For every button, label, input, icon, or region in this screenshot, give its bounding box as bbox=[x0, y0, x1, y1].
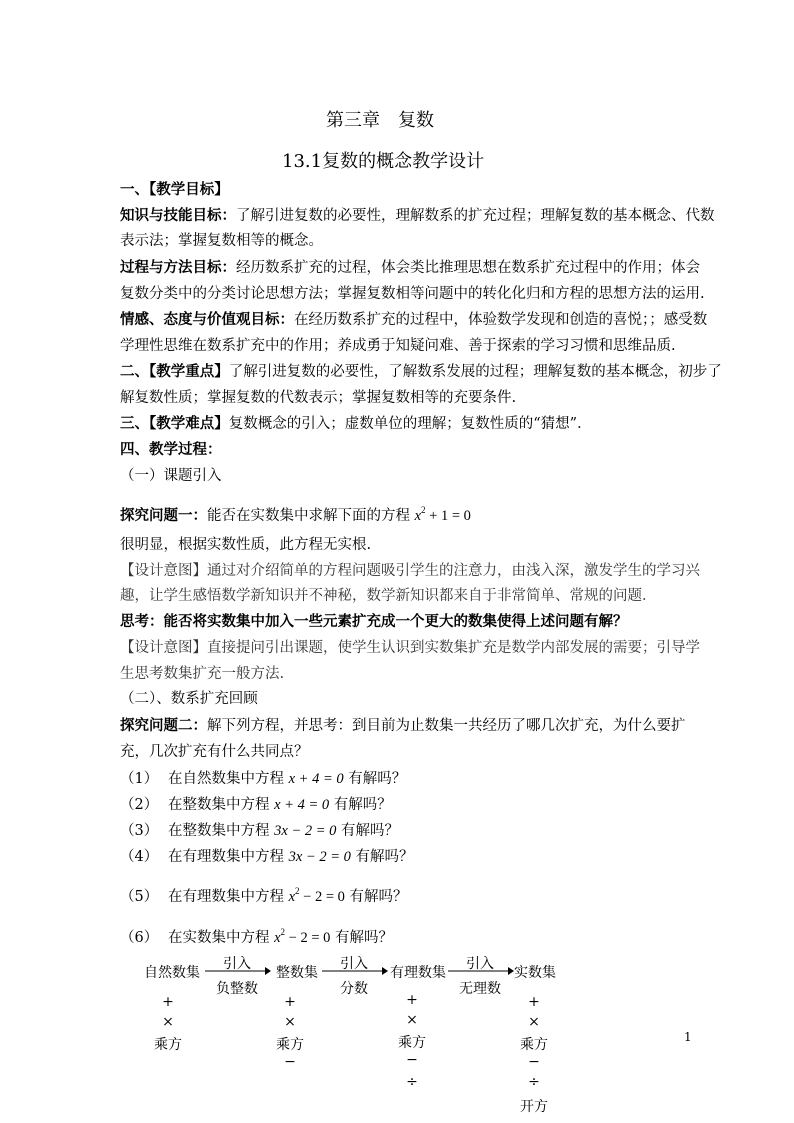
op-integer: 乘方 bbox=[276, 1037, 304, 1053]
op-rational: 乘方 bbox=[398, 1035, 426, 1051]
arrow-1 bbox=[205, 966, 271, 976]
question-one-answer: 很明显，根据实数性质，此方程无实根. bbox=[120, 537, 372, 553]
op-real: − bbox=[528, 1054, 540, 1070]
difficulties-label: 三、【教学难点】 bbox=[120, 415, 229, 432]
set-natural: 自然数集 bbox=[144, 965, 200, 981]
op-rational: − bbox=[406, 1052, 418, 1068]
question-one-equation: $x^2 + 1 = 0$ bbox=[414, 505, 471, 524]
process-goal-label: 过程与方法目标： bbox=[120, 259, 236, 276]
knowledge-goal-cont: 表示法；掌握复数相等的概念。 bbox=[120, 233, 323, 249]
list-item: （3） 在整数集中方程 3x − 2 = 0 有解吗？ bbox=[120, 823, 399, 839]
question-two-cont: 充，几次扩充有什么共同点？ bbox=[120, 744, 309, 760]
process-goal bbox=[120, 258, 700, 278]
key-points-text: 了解引进复数的必要性，了解数系发展的过程；理解复数的基本概念，初步了 bbox=[228, 364, 722, 380]
question-one-text: 能否在实数集中求解下面的方程 bbox=[207, 508, 410, 524]
design-intent-1: 【设计意图】通过对介绍简单的方程问题吸引学生的注意力，由浅入深，激发学生的学习兴 bbox=[120, 563, 700, 579]
emotion-goal-label: 情感、态度与价值观目标： bbox=[120, 311, 294, 328]
chapter-title: 第三章 复数 bbox=[326, 110, 434, 131]
arrow-3-bottom-label: 无理数 bbox=[459, 981, 501, 997]
op-real: + bbox=[528, 994, 540, 1010]
knowledge-goal-text: 了解引进复数的必要性，理解数系的扩充过程；理解复数的基本概念、代数 bbox=[236, 208, 715, 224]
process-goal-text: 经历数系扩充的过程，体会类比推理思想在数系扩充过程中的作用；体会 bbox=[236, 260, 700, 276]
op-real: × bbox=[528, 1014, 540, 1030]
op-real: ÷ bbox=[528, 1074, 540, 1090]
list-item: （4） 在有理数集中方程 3x − 2 = 0 有解吗？ bbox=[120, 849, 414, 865]
page-number: 1 bbox=[684, 1030, 692, 1044]
op-real: 乘方 bbox=[520, 1037, 548, 1053]
design-intent-2-cont: 生思考数集扩充一般方法. bbox=[120, 666, 285, 682]
key-points bbox=[120, 362, 722, 382]
knowledge-goal bbox=[120, 206, 715, 226]
knowledge-goal-label: 知识与技能目标： bbox=[120, 207, 236, 224]
design-intent-2: 【设计意图】直接提问引出课题，使学生认识到实数集扩充是数学内部发展的需要；引导学 bbox=[120, 640, 700, 656]
key-points-cont: 解复数性质；掌握复数的代数表示；掌握复数相等的充要条件. bbox=[120, 390, 517, 406]
process-heading: 四、教学过程： bbox=[120, 441, 222, 458]
difficulties-text: 复数概念的引入；虚数单位的理解；复数性质的“猜想”． bbox=[228, 416, 592, 432]
difficulties bbox=[120, 414, 592, 434]
part-two-heading: （二）、数系扩充回顾 bbox=[120, 691, 258, 707]
key-points-label: 二、【教学重点】 bbox=[120, 363, 229, 380]
set-integer: 整数集 bbox=[276, 965, 318, 981]
emotion-goal-text: 在经历数系扩充的过程中，体验数学发现和创造的喜悦；；感受数 bbox=[294, 312, 708, 328]
op-natural: × bbox=[162, 1014, 174, 1030]
set-rational: 有理数集 bbox=[390, 965, 446, 981]
arrow-1-bottom-label: 负整数 bbox=[216, 981, 258, 997]
question-two-label: 探究问题二： bbox=[120, 717, 207, 734]
op-natural: 乘方 bbox=[154, 1037, 182, 1053]
question-one bbox=[120, 500, 471, 526]
arrow-2-top-label: 引入 bbox=[340, 956, 368, 972]
op-integer: + bbox=[284, 994, 296, 1010]
emotion-goal-cont: 学理性思维在数系扩充中的作用；养成勇于知疑问难、善于探索的学习习惯和思维品质. bbox=[120, 338, 676, 354]
part-one-heading: （一）课题引入 bbox=[120, 468, 222, 484]
emotion-goal bbox=[120, 310, 707, 330]
list-item: （2） 在整数集中方程 x + 4 = 0 有解吗？ bbox=[120, 797, 392, 813]
question-two-text: 解下列方程，并思考：到目前为止数集一共经历了哪几次扩充，为什么要扩 bbox=[207, 718, 686, 734]
question-one-label: 探究问题一： bbox=[120, 507, 207, 524]
op-rational: + bbox=[406, 992, 418, 1008]
arrow-2 bbox=[322, 966, 388, 976]
list-item: （1） 在自然数集中方程 x + 4 = 0 有解吗？ bbox=[120, 771, 407, 787]
op-real: 开方 bbox=[520, 1099, 548, 1115]
design-intent-1-cont: 趣，让学生感悟数学新知识并不神秘，数学新知识都来自于非常简单、常规的问题． bbox=[120, 588, 657, 604]
op-integer: − bbox=[284, 1054, 296, 1070]
op-rational: × bbox=[406, 1012, 418, 1028]
section-title: 13.1复数的概念教学设计 bbox=[282, 151, 485, 172]
objectives-heading: 一、【教学目标】 bbox=[120, 181, 229, 198]
arrow-3-top-label: 引入 bbox=[466, 956, 494, 972]
set-real: 实数集 bbox=[514, 965, 556, 981]
list-item: （5） 在有理数集中方程 $x^2 - 2 = 0$ 有解吗？ bbox=[120, 886, 408, 905]
list-item: （6） 在实数集中方程 $x^2 - 2 = 0$ 有解吗？ bbox=[120, 927, 394, 946]
arrow-2-bottom-label: 分数 bbox=[340, 981, 368, 997]
arrow-1-top-label: 引入 bbox=[223, 956, 251, 972]
op-rational: ÷ bbox=[406, 1074, 418, 1090]
op-natural: + bbox=[162, 994, 174, 1010]
process-goal-cont: 复数分类中的分类讨论思想方法；掌握复数相等问题中的转化化归和方程的思想方法的运用. bbox=[120, 286, 705, 302]
question-two bbox=[120, 716, 686, 736]
think-question: 思考：能否将实数集中加入一些元素扩充成一个更大的数集使得上述问题有解？ bbox=[120, 613, 628, 630]
op-integer: × bbox=[284, 1014, 296, 1030]
arrow-3 bbox=[448, 966, 514, 976]
